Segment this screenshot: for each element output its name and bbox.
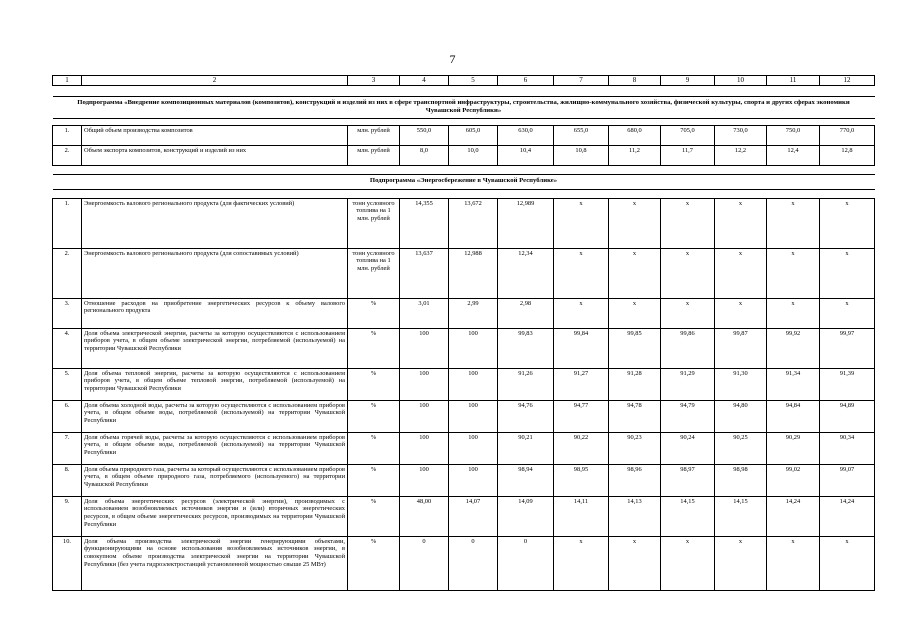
indicator-value: 12,989 — [498, 198, 554, 248]
table-row — [53, 298, 875, 328]
table-row — [53, 496, 875, 536]
spacer-cell — [53, 119, 875, 126]
indicator-value: 3,01 — [400, 298, 449, 328]
indicator-value: 655,0 — [554, 126, 609, 146]
unit-of-measure: % — [348, 400, 400, 432]
indicator-value: 98,98 — [715, 464, 767, 496]
indicator-value: 12,34 — [498, 248, 554, 298]
indicator-value: x — [661, 536, 715, 590]
indicator-value: 730,0 — [715, 126, 767, 146]
indicator-value: 99,87 — [715, 328, 767, 368]
indicator-name: Доля объема природного газа, расчеты за который осуществляются с использованием приборов учета, в общем объеме природного газа, потребляемого (используемого) на территории Чувашской Республики — [82, 464, 348, 496]
indicator-value: 100 — [449, 432, 498, 464]
column-number-cell: 12 — [820, 76, 875, 86]
indicator-value: 100 — [400, 368, 449, 400]
unit-of-measure: % — [348, 328, 400, 368]
indicator-value: x — [715, 198, 767, 248]
table-row — [53, 432, 875, 464]
indicator-value: x — [609, 536, 661, 590]
indicator-value: 13,637 — [400, 248, 449, 298]
indicator-value: 99,07 — [820, 464, 875, 496]
row-number: 1. — [53, 198, 82, 248]
indicator-value: 10,8 — [554, 146, 609, 166]
indicator-value: 98,97 — [661, 464, 715, 496]
table-row — [53, 536, 875, 590]
row-number: 7. — [53, 432, 82, 464]
indicator-value: 14,11 — [554, 496, 609, 536]
indicator-value: x — [820, 536, 875, 590]
indicator-value: 99,92 — [767, 328, 820, 368]
indicator-name: Доля объема холодной воды, расчеты за которую осуществляются с использованием приборов учета, в общем объеме воды, потребляемой (используемой) на территории Чувашской Республики — [82, 400, 348, 432]
unit-of-measure: % — [348, 496, 400, 536]
unit-of-measure: тонн условного топлива на 1 млн. рублей — [348, 248, 400, 298]
unit-of-measure: тонн условного топлива на 1 млн. рублей — [348, 198, 400, 248]
unit-of-measure: % — [348, 432, 400, 464]
indicator-value: x — [554, 536, 609, 590]
indicator-value: 14,15 — [715, 496, 767, 536]
indicator-value: x — [554, 298, 609, 328]
page-number: 7 — [449, 52, 456, 66]
indicator-name: Доля объема энергетических ресурсов (электрической энергии), производимых с использованием возобновляемых источников энергии и (или) вторичных энергетических ресурсов, в общем объеме энергетических ресурсов, производимых на территории Чувашской Республики — [82, 496, 348, 536]
indicator-value: 91,26 — [498, 368, 554, 400]
indicator-value: x — [554, 248, 609, 298]
unit-of-measure: млн. рублей — [348, 126, 400, 146]
row-number: 3. — [53, 298, 82, 328]
indicator-value: 12,988 — [449, 248, 498, 298]
column-number-cell: 7 — [554, 76, 609, 86]
column-number-cell: 1 — [53, 76, 82, 86]
table-row — [53, 400, 875, 432]
table-row — [53, 368, 875, 400]
indicator-value: 0 — [498, 536, 554, 590]
row-number: 4. — [53, 328, 82, 368]
table-row — [53, 146, 875, 166]
column-number-cell: 10 — [715, 76, 767, 86]
unit-of-measure: % — [348, 464, 400, 496]
column-number-cell: 5 — [449, 76, 498, 86]
column-number-cell: 9 — [661, 76, 715, 86]
indicator-value: 94,78 — [609, 400, 661, 432]
indicator-value: x — [661, 298, 715, 328]
subprogram-title-row — [53, 97, 875, 119]
indicator-name: Энергоемкость валового регионального продукта (для сопоставимых условий) — [82, 248, 348, 298]
indicator-value: x — [661, 248, 715, 298]
indicator-value: 99,84 — [554, 328, 609, 368]
indicator-value: 2,98 — [498, 298, 554, 328]
indicator-value: 100 — [400, 464, 449, 496]
column-number-cell: 11 — [767, 76, 820, 86]
table-row — [53, 328, 875, 368]
indicator-value: x — [661, 198, 715, 248]
indicator-value: 14,07 — [449, 496, 498, 536]
indicator-value: 99,97 — [820, 328, 875, 368]
indicator-value: 770,0 — [820, 126, 875, 146]
indicator-value: 99,85 — [609, 328, 661, 368]
table-row — [53, 126, 875, 146]
indicator-value: 90,21 — [498, 432, 554, 464]
indicator-value: 98,96 — [609, 464, 661, 496]
indicator-value: 94,77 — [554, 400, 609, 432]
indicator-name: Доля объема горячей воды, расчеты за которую осуществляются с использованием приборов учета, в общем объеме воды, потребляемой (используемой) на территории Чувашской Республики — [82, 432, 348, 464]
indicator-value: 91,39 — [820, 368, 875, 400]
table-body — [53, 76, 875, 591]
unit-of-measure: млн. рублей — [348, 146, 400, 166]
table-row — [53, 248, 875, 298]
subprogram-title: Подпрограмма «Внедрение композиционных материалов (композитов), конструкций и изделий из них в сфере транспортной инфраструктуры, строительства, жилищно-коммунального хозяйства, физической культуры, спорта и других сферах экономики Чувашской Республики» — [77, 99, 850, 115]
indicator-value: x — [820, 298, 875, 328]
indicator-name: Энергоемкость валового регионального продукта (для фактических условий) — [82, 198, 348, 248]
spacer-row — [53, 166, 875, 175]
unit-of-measure: % — [348, 368, 400, 400]
column-number-cell: 4 — [400, 76, 449, 86]
indicator-value: 14,15 — [661, 496, 715, 536]
indicator-value: 0 — [400, 536, 449, 590]
indicator-value: 90,29 — [767, 432, 820, 464]
row-number: 9. — [53, 496, 82, 536]
indicator-value: 0 — [449, 536, 498, 590]
indicator-value: 14,24 — [767, 496, 820, 536]
indicator-value: x — [767, 536, 820, 590]
indicator-name: Объем экспорта композитов, конструкций и изделий из них — [82, 146, 348, 166]
row-number: 8. — [53, 464, 82, 496]
indicator-value: 99,02 — [767, 464, 820, 496]
indicator-value: 99,83 — [498, 328, 554, 368]
indicator-value: 90,22 — [554, 432, 609, 464]
unit-of-measure: % — [348, 298, 400, 328]
indicator-value: 94,89 — [820, 400, 875, 432]
indicator-value: x — [609, 298, 661, 328]
column-number-cell: 8 — [609, 76, 661, 86]
indicator-value: x — [767, 298, 820, 328]
indicator-value: 100 — [449, 368, 498, 400]
indicator-value: 94,76 — [498, 400, 554, 432]
indicator-name: Доля объема производства электрической энергии генерирующими объектами, функционирующими на основе использования возобновляемых источников энергии, в совокупном объеме производства электрической энергии на территории Чувашской Республики (без учета гидроэлектростанций установленной мощностью свыше 25 МВт) — [82, 536, 348, 590]
row-number: 2. — [53, 248, 82, 298]
indicator-value: 90,24 — [661, 432, 715, 464]
indicator-value: x — [715, 298, 767, 328]
indicator-value: 91,29 — [661, 368, 715, 400]
indicator-value: 13,672 — [449, 198, 498, 248]
indicator-value: 680,0 — [609, 126, 661, 146]
indicator-value: 100 — [449, 328, 498, 368]
indicator-value: 14,355 — [400, 198, 449, 248]
indicator-value: 2,99 — [449, 298, 498, 328]
spacer-cell — [53, 86, 875, 97]
indicator-value: 750,0 — [767, 126, 820, 146]
indicator-value: 630,0 — [498, 126, 554, 146]
indicator-value: 100 — [400, 432, 449, 464]
indicator-value: x — [767, 248, 820, 298]
indicator-value: 12,2 — [715, 146, 767, 166]
row-number: 5. — [53, 368, 82, 400]
indicator-value: 91,27 — [554, 368, 609, 400]
indicator-value: x — [767, 198, 820, 248]
indicator-value: x — [609, 248, 661, 298]
indicator-value: 100 — [449, 464, 498, 496]
indicator-value: x — [554, 198, 609, 248]
spacer-cell — [53, 189, 875, 198]
subprogram-title: Подпрограмма «Энергосбережение в Чувашской Республике» — [369, 177, 558, 185]
unit-of-measure: % — [348, 536, 400, 590]
indicator-value: 91,30 — [715, 368, 767, 400]
indicator-value: 100 — [400, 328, 449, 368]
column-number-cell: 2 — [82, 76, 348, 86]
table-row — [53, 198, 875, 248]
indicator-value: 10,4 — [498, 146, 554, 166]
indicator-value: 90,34 — [820, 432, 875, 464]
indicator-value: 94,84 — [767, 400, 820, 432]
indicator-value: 100 — [449, 400, 498, 432]
indicator-value: 98,94 — [498, 464, 554, 496]
indicator-value: 48,00 — [400, 496, 449, 536]
indicator-value: 14,13 — [609, 496, 661, 536]
indicator-value: 11,7 — [661, 146, 715, 166]
table-row — [53, 464, 875, 496]
indicator-value: x — [609, 198, 661, 248]
indicator-value: 90,25 — [715, 432, 767, 464]
indicator-value: 94,80 — [715, 400, 767, 432]
spacer-row — [53, 86, 875, 97]
indicator-value: 12,4 — [767, 146, 820, 166]
row-number: 1. — [53, 126, 82, 146]
indicator-value: 705,0 — [661, 126, 715, 146]
indicator-value: 14,09 — [498, 496, 554, 536]
indicator-value: x — [715, 248, 767, 298]
column-number-cell: 3 — [348, 76, 400, 86]
indicator-value: 11,2 — [609, 146, 661, 166]
indicator-value: 91,28 — [609, 368, 661, 400]
column-number-row — [53, 76, 875, 86]
indicator-value: 100 — [400, 400, 449, 432]
indicators-table — [52, 75, 875, 591]
row-number: 6. — [53, 400, 82, 432]
indicator-value: 98,95 — [554, 464, 609, 496]
indicator-name: Доля объема тепловой энергии, расчеты за которую осуществляются с использованием приборов учета, в общем объеме тепловой энергии, потребляемой (используемой) на территории Чувашской Республики — [82, 368, 348, 400]
indicator-value: x — [820, 198, 875, 248]
indicator-name: Доля объема электрической энергии, расчеты за которую осуществляются с использованием приборов учета, в общем объеме электрической энергии, потребляемой (используемой) на территории Чувашской Республики — [82, 328, 348, 368]
spacer-cell — [53, 166, 875, 175]
subprogram-title-row — [53, 175, 875, 189]
row-number: 10. — [53, 536, 82, 590]
column-number-cell: 6 — [498, 76, 554, 86]
indicator-name: Отношение расходов на приобретение энергетических ресурсов к объему валового регионального продукта — [82, 298, 348, 328]
indicator-value: 12,8 — [820, 146, 875, 166]
indicator-value: 90,23 — [609, 432, 661, 464]
indicator-value: 550,0 — [400, 126, 449, 146]
indicator-value: 99,86 — [661, 328, 715, 368]
spacer-row — [53, 119, 875, 126]
indicator-name: Общий объем производства композитов — [82, 126, 348, 146]
indicator-value: 91,34 — [767, 368, 820, 400]
indicator-value: 94,79 — [661, 400, 715, 432]
spacer-row — [53, 189, 875, 198]
indicator-value: x — [715, 536, 767, 590]
row-number: 2. — [53, 146, 82, 166]
indicator-value: 10,0 — [449, 146, 498, 166]
indicator-value: 8,0 — [400, 146, 449, 166]
indicator-value: x — [820, 248, 875, 298]
indicator-value: 605,0 — [449, 126, 498, 146]
indicator-value: 14,24 — [820, 496, 875, 536]
